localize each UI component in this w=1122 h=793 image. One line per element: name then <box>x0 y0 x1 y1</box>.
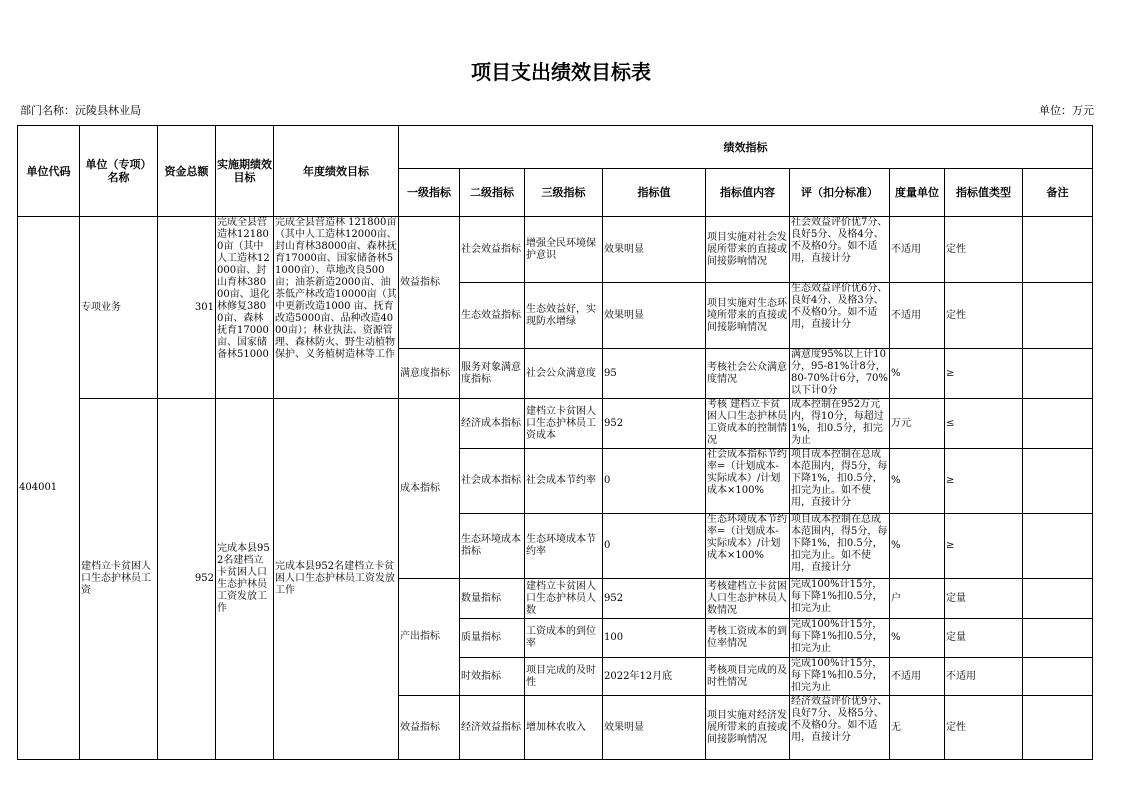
measure-unit-cell: 万元 <box>890 399 945 449</box>
measure-unit-cell: % <box>890 514 945 579</box>
level2-cell: 服务对象满意度指标 <box>460 349 525 399</box>
value-content-cell: 项目实施对生态环境所带来的直接或间接影响情况 <box>706 283 790 349</box>
value-content-cell <box>706 449 790 514</box>
table-row <box>18 217 1093 283</box>
annual-goal-text: 完成全县营造林 121800亩（其中人工造林12000亩、封山育林38000亩、森林抚育17000亩、国家储备林51000亩）、草地改良500亩；油茶新造2000亩、油茶低产林改造10000亩（其中更新改造1000 亩、抚育改造5000亩、品种改造4000亩）；林业执法、资源管理、森林防火、野生动植物保护、义务植树造林等工作 <box>275 217 397 360</box>
header-remarks: 备注 <box>1023 169 1093 217</box>
level3-cell: 生态效益好，实现防水增绿 <box>525 283 603 349</box>
value-type-cell: 定性 <box>945 696 1023 760</box>
value-cell: 100 <box>603 619 706 658</box>
remarks-cell <box>1023 283 1093 349</box>
value-cell: 效果明显 <box>603 217 706 283</box>
measure-unit-cell: % <box>890 349 945 399</box>
level3-cell: 工资成本的到位率 <box>525 619 603 658</box>
level3-cell: 建档立卡贫困人口生态护林员工资成本 <box>525 399 603 449</box>
measure-unit-cell: 无 <box>890 696 945 760</box>
level1-cell: 效益指标 <box>399 696 460 760</box>
header-total-funds: 资金总额 <box>158 126 216 217</box>
value-type-cell: 定性 <box>945 217 1023 283</box>
remarks-cell <box>1023 658 1093 696</box>
remarks-cell <box>1023 217 1093 283</box>
level3-cell: 社会成本节约率 <box>525 449 603 514</box>
value-type-cell: 定量 <box>945 619 1023 658</box>
scoring-cell <box>790 349 890 399</box>
level3-cell: 社会公众满意度 <box>525 349 603 399</box>
scoring-cell <box>790 658 890 696</box>
level1-cell: 满意度指标 <box>399 349 460 399</box>
scoring-cell <box>790 283 890 349</box>
value-content-cell: 项目实施对社会发展所带来的直接或间接影响情况 <box>706 217 790 283</box>
header-scoring: 评（扣分标准） <box>790 169 890 217</box>
value-content-cell: 考核社会公众满意度情况 <box>706 349 790 399</box>
scoring-text: 完成100%计15分，每下降1%扣0.5分，扣完为止 <box>791 658 883 693</box>
value-type-cell: 定性 <box>945 283 1023 349</box>
level1-cell: 成本指标 <box>399 399 460 579</box>
remarks-cell <box>1023 449 1093 514</box>
project-name-cell: 建档立卡贫困人口生态护林员工资 <box>80 399 158 760</box>
remarks-cell <box>1023 579 1093 619</box>
level3-cell: 增加林农收入 <box>525 696 603 760</box>
scoring-cell <box>790 399 890 449</box>
level3-cell: 生态环境成本节约率 <box>525 514 603 579</box>
annual-goal-cell <box>274 217 399 399</box>
scoring-text: 生态效益评价优6分、良好4分、及格3分、不及格0分。如不适用，直接计分 <box>791 283 888 330</box>
header-value-content: 指标值内容 <box>706 169 790 217</box>
measure-unit-cell: 不适用 <box>890 658 945 696</box>
remarks-cell <box>1023 399 1093 449</box>
value-content-cell <box>706 514 790 579</box>
scoring-text: 满意度95%以上计10分，95-81%计8分，80-70%计6分，70%以下计0分 <box>791 349 888 396</box>
value-cell: 0 <box>603 449 706 514</box>
value-content-text: 社会成本指标节约率=（计划成本-实际成本）/计划成本×100% <box>707 449 787 496</box>
level2-cell: 质量指标 <box>460 619 525 658</box>
header-performance: 绩效指标 <box>399 126 1093 169</box>
value-content-text: 考核 建档立卡贫困人口生态护林员工资成本的控制情况 <box>707 399 787 446</box>
level3-cell: 建档立卡贫困人口生态护林员人数 <box>525 579 603 619</box>
header-annual-goal: 年度绩效目标 <box>274 126 399 217</box>
unit-code-cell: 404001 <box>18 217 80 760</box>
scoring-cell <box>790 217 890 283</box>
level3-cell: 项目完成的及时性 <box>525 658 603 696</box>
value-cell: 效果明显 <box>603 696 706 760</box>
level2-cell: 生态环境成本指标 <box>460 514 525 579</box>
level2-cell: 时效指标 <box>460 658 525 696</box>
scoring-cell <box>790 449 890 514</box>
level2-cell: 社会成本指标 <box>460 449 525 514</box>
header-measure-unit: 度量单位 <box>890 169 945 217</box>
header-level1: 一级指标 <box>399 169 460 217</box>
value-type-cell: 不适用 <box>945 658 1023 696</box>
measure-unit-cell: % <box>890 619 945 658</box>
page-title: 项目支出绩效目标表 <box>471 60 651 84</box>
scoring-text: 社会效益评价优7分、良好5分、及格4分、不及格0分。如不适用，直接计分 <box>791 217 888 264</box>
header-level2: 二级指标 <box>460 169 525 217</box>
measure-unit-cell: 户 <box>890 579 945 619</box>
scoring-cell <box>790 619 890 658</box>
level2-cell: 生态效益指标 <box>460 283 525 349</box>
department-name: 部门名称：沅陵县林业局 <box>20 104 141 117</box>
performance-table <box>17 125 1093 760</box>
value-cell: 效果明显 <box>603 283 706 349</box>
level1-cell: 效益指标 <box>399 217 460 349</box>
table-row <box>18 399 1093 449</box>
period-goal-text: 完成全县营造林121800亩（其中人工造林12000亩、封山育林38000亩、退化林修复3800亩、森林抚育17000亩、国家储备林51000 <box>217 217 270 360</box>
project-funds-cell: 301 <box>158 217 216 399</box>
annual-goal-cell: 完成本县952名建档立卡贫困人口生态护林员工资发放工作 <box>274 399 399 760</box>
level2-cell: 经济效益指标 <box>460 696 525 760</box>
header-value: 指标值 <box>603 169 706 217</box>
scoring-text: 完成100%计15分，每下降1%扣0.5分，扣完为止 <box>791 619 883 654</box>
scoring-cell <box>790 696 890 760</box>
project-funds-cell: 952 <box>158 399 216 760</box>
period-goal-cell <box>216 217 274 399</box>
value-content-cell <box>706 399 790 449</box>
value-type-cell: ≤ <box>945 399 1023 449</box>
value-cell: 0 <box>603 514 706 579</box>
value-type-cell: ≥ <box>945 349 1023 399</box>
value-cell: 952 <box>603 399 706 449</box>
value-content-text: 生态环境成本节约率=（计划成本-实际成本）/计划成本×100% <box>707 514 787 561</box>
value-cell: 952 <box>603 579 706 619</box>
measure-unit-cell: 不适用 <box>890 217 945 283</box>
value-content-cell: 项目实施对经济发展所带来的直接或间接影响情况 <box>706 696 790 760</box>
header-value-type: 指标值类型 <box>945 169 1023 217</box>
header-unit-name: 单位（专项）名称 <box>80 126 158 217</box>
scoring-text: 项目成本控制在总成本范围内，得5分，每下降1%，扣0.5分，扣完为止。如不使用，直接计分 <box>791 449 888 508</box>
project-name-cell: 专项业务 <box>80 217 158 399</box>
value-content-cell: 考核项目完成的及时性情况 <box>706 658 790 696</box>
scoring-text: 项目成本控制在总成本范围内，得5分，每下降1%，扣0.5分，扣完为止。如不使用，直接计分 <box>791 514 888 573</box>
measure-unit-cell: % <box>890 449 945 514</box>
period-goal-cell: 完成本县952名建档立卡贫困人口生态护林员工资发放工作 <box>216 399 274 760</box>
value-type-cell: ≥ <box>945 514 1023 579</box>
remarks-cell <box>1023 696 1093 760</box>
value-content-cell: 考核工资成本的到位率情况 <box>706 619 790 658</box>
header-period-goal: 实施期绩效目标 <box>216 126 274 217</box>
scoring-text: 经济效益评价优9分、良好7分、及格5分、不及格0分。如不适用，直接计分 <box>791 696 888 743</box>
remarks-cell <box>1023 514 1093 579</box>
value-cell: 95 <box>603 349 706 399</box>
remarks-cell <box>1023 619 1093 658</box>
header-level3: 三级指标 <box>525 169 603 217</box>
level3-cell: 增强全民环境保护意识 <box>525 217 603 283</box>
header-unit-code: 单位代码 <box>18 126 80 217</box>
scoring-cell <box>790 579 890 619</box>
measure-unit-cell: 不适用 <box>890 283 945 349</box>
remarks-cell <box>1023 349 1093 399</box>
currency-unit: 单位：万元 <box>1039 104 1094 117</box>
value-type-cell: ≥ <box>945 449 1023 514</box>
scoring-text: 完成100%计15分，每下降1%扣0.5分，扣完为止 <box>791 579 883 614</box>
scoring-cell <box>790 514 890 579</box>
level2-cell: 社会效益指标 <box>460 217 525 283</box>
level2-cell: 数量指标 <box>460 579 525 619</box>
level2-cell: 经济成本指标 <box>460 399 525 449</box>
value-content-cell: 考核建档立卡贫困人口生态护林员人数情况 <box>706 579 790 619</box>
value-type-cell: 定量 <box>945 579 1023 619</box>
value-cell: 2022年12月底 <box>603 658 706 696</box>
level1-cell: 产出指标 <box>399 579 460 696</box>
scoring-text: 成本控制在952万元内，得10分，每超过1%，扣0.5分，扣完为止 <box>791 399 884 446</box>
